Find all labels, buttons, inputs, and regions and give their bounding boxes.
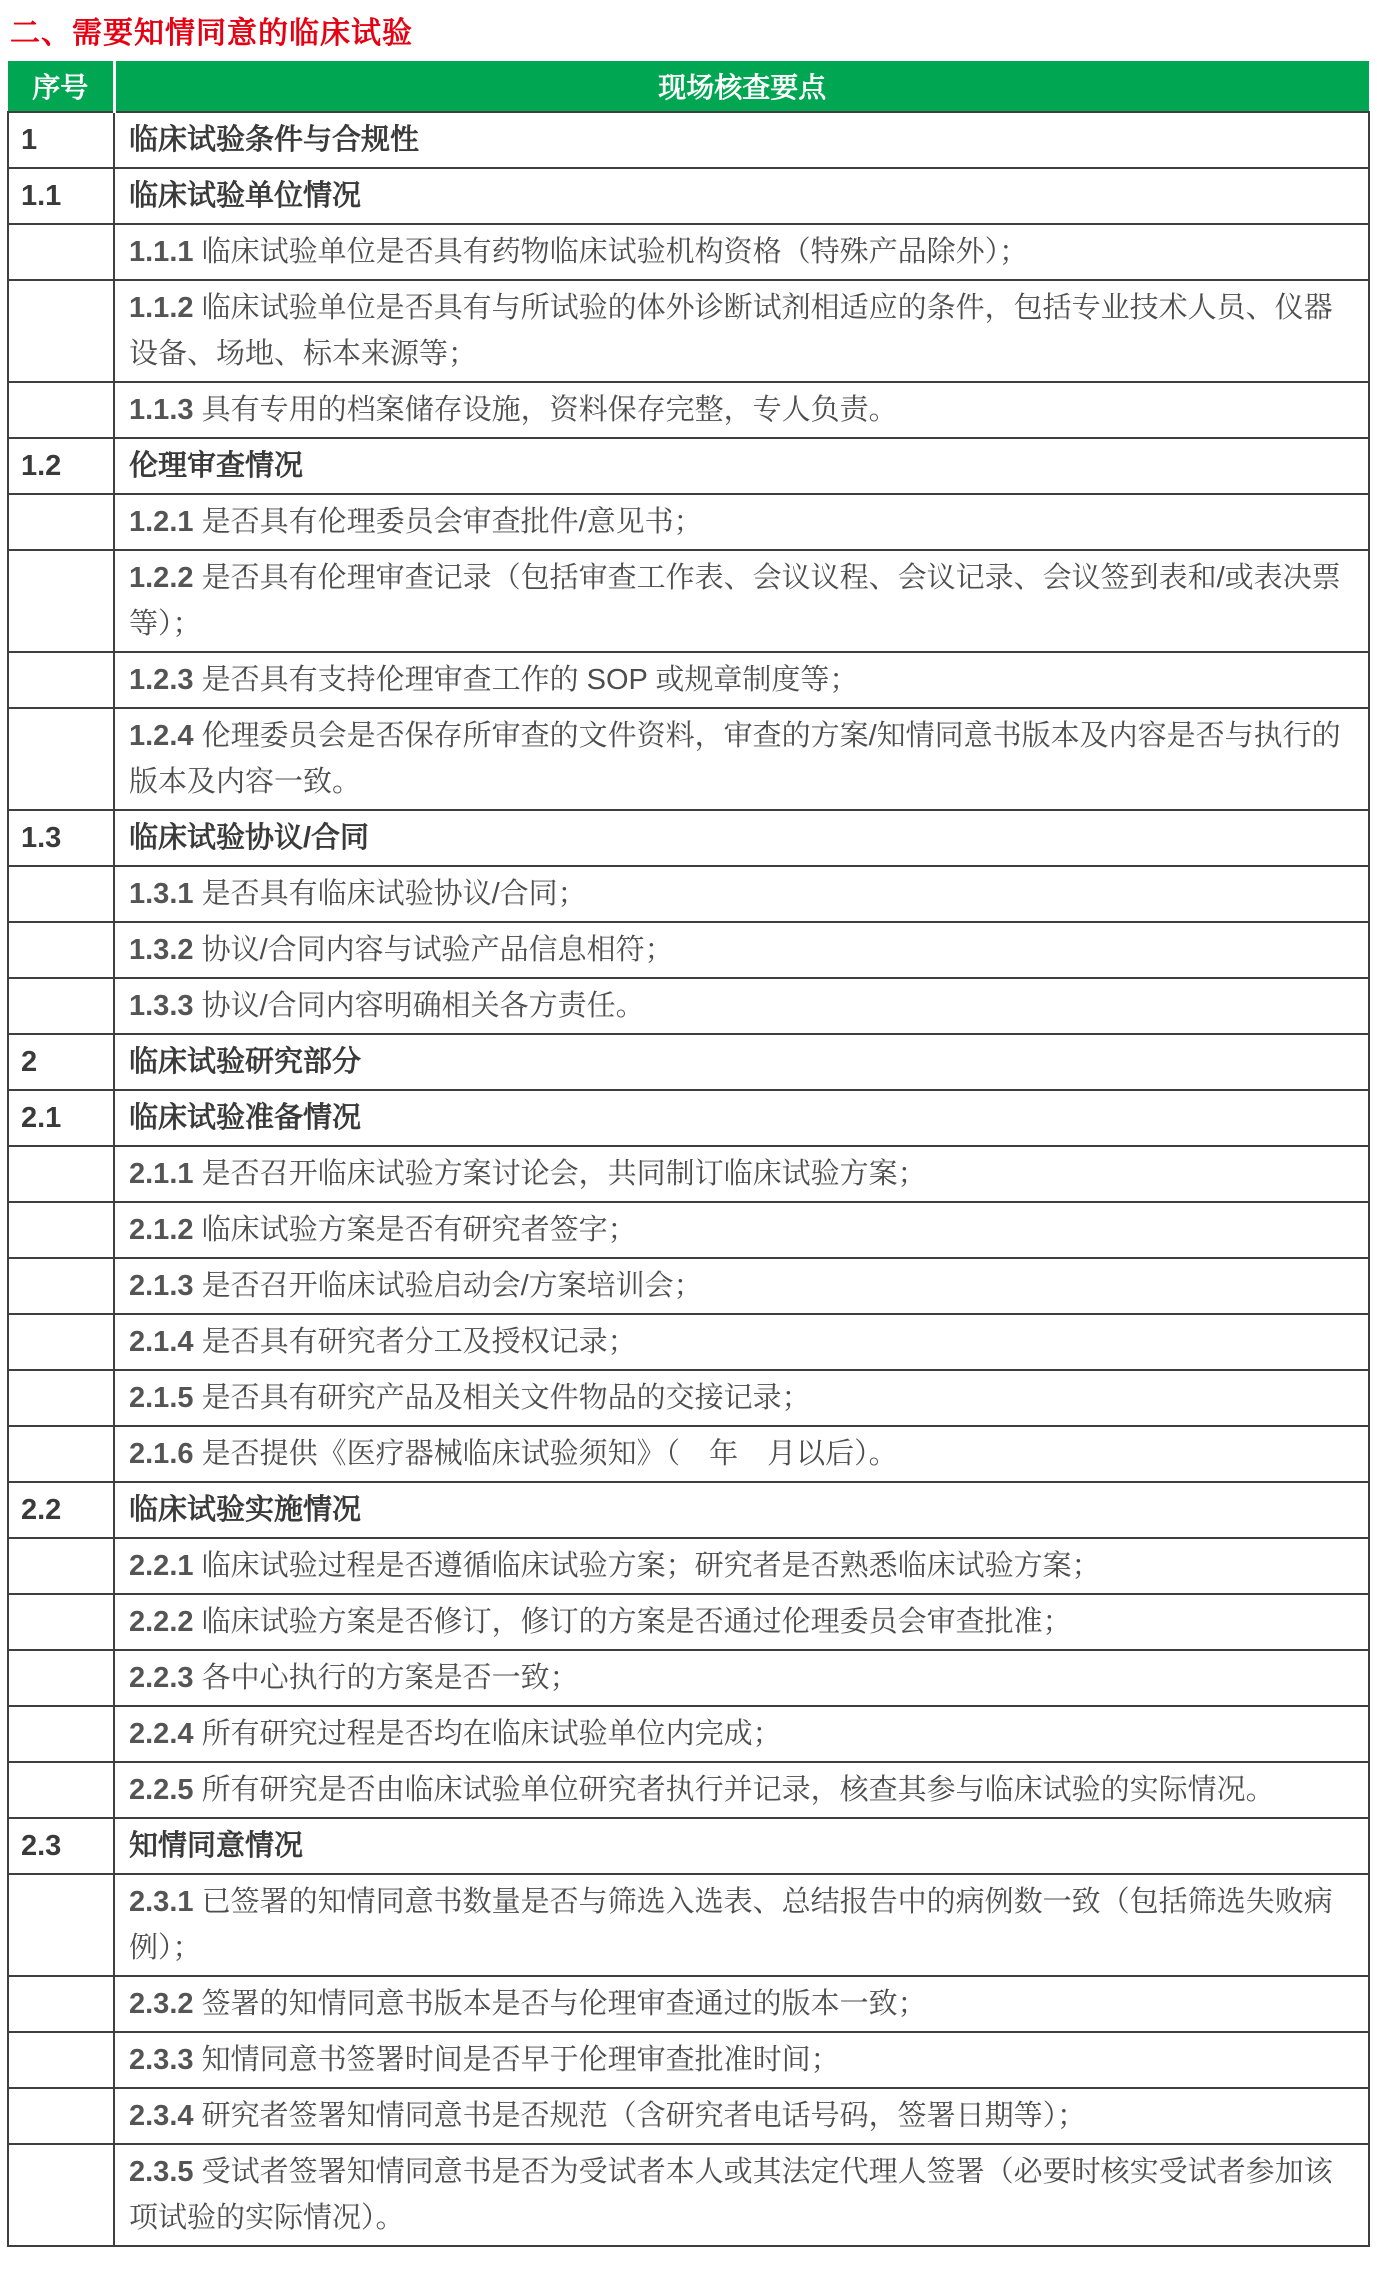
item-number: 1.2.2 <box>129 562 202 594</box>
row-number-cell <box>8 550 114 652</box>
row-number-cell <box>8 652 114 708</box>
column-header-points: 现场核查要点 <box>114 61 1369 112</box>
table-row <box>8 708 1369 810</box>
table-row <box>8 1314 1369 1370</box>
row-text-cell: 2.1.5 是否具有研究产品及相关文件物品的交接记录； <box>114 1370 1369 1426</box>
row-text-cell: 1.2.4 伦理委员会是否保存所审查的文件资料，审查的方案/知情同意书版本及内容是否与执行的版本及内容一致。 <box>114 708 1369 810</box>
table-row <box>8 1202 1369 1258</box>
row-text-cell: 1.2.1 是否具有伦理委员会审查批件/意见书； <box>114 494 1369 550</box>
row-text-cell: 2.1.1 是否召开临床试验方案讨论会，共同制订临床试验方案； <box>114 1146 1369 1202</box>
table-row <box>8 922 1369 978</box>
table-row <box>8 1594 1369 1650</box>
table-row <box>8 550 1369 652</box>
row-text-cell: 2.1.3 是否召开临床试验启动会/方案培训会； <box>114 1258 1369 1314</box>
table-row <box>8 382 1369 438</box>
row-number-cell <box>8 922 114 978</box>
row-number-cell <box>8 866 114 922</box>
table-row <box>8 2088 1369 2144</box>
table-row <box>8 1482 1369 1538</box>
row-text-cell: 1.3.3 协议/合同内容明确相关各方责任。 <box>114 978 1369 1034</box>
table-row <box>8 280 1369 382</box>
item-number: 2.3.3 <box>129 2044 202 2076</box>
item-number: 2.1.2 <box>129 1214 202 1246</box>
row-text-cell: 临床试验准备情况 <box>114 1090 1369 1146</box>
row-number-cell <box>8 2032 114 2088</box>
item-number: 2.2.3 <box>129 1662 202 1694</box>
table-row <box>8 112 1369 168</box>
row-number-cell <box>8 1762 114 1818</box>
row-text-cell: 2.2.3 各中心执行的方案是否一致； <box>114 1650 1369 1706</box>
item-number: 1.1.3 <box>129 394 202 426</box>
row-text-cell: 临床试验协议/合同 <box>114 810 1369 866</box>
row-number-cell <box>8 280 114 382</box>
item-number: 1.3.1 <box>129 878 202 910</box>
row-number-cell <box>8 1594 114 1650</box>
row-number-cell <box>8 1706 114 1762</box>
table-row <box>8 2144 1369 2246</box>
row-number-cell <box>8 1202 114 1258</box>
item-number: 2.2.2 <box>129 1606 202 1638</box>
table-row <box>8 1426 1369 1482</box>
row-text-cell: 2.1.2 临床试验方案是否有研究者签字； <box>114 1202 1369 1258</box>
row-text-cell: 知情同意情况 <box>114 1818 1369 1874</box>
table-row <box>8 1370 1369 1426</box>
row-number-cell: 1.1 <box>8 168 114 224</box>
table-row <box>8 1706 1369 1762</box>
row-number-cell <box>8 382 114 438</box>
table-row <box>8 810 1369 866</box>
item-number: 1.1.2 <box>129 292 202 324</box>
row-text-cell: 2.2.1 临床试验过程是否遵循临床试验方案；研究者是否熟悉临床试验方案； <box>114 1538 1369 1594</box>
table-row <box>8 438 1369 494</box>
checklist-body <box>8 112 1369 2246</box>
row-number-cell: 2.3 <box>8 1818 114 1874</box>
row-text-cell: 1.1.2 临床试验单位是否具有与所试验的体外诊断试剂相适应的条件，包括专业技术人员、仪器设备、场地、标本来源等； <box>114 280 1369 382</box>
row-text-cell: 2.1.4 是否具有研究者分工及授权记录； <box>114 1314 1369 1370</box>
item-number: 2.3.1 <box>129 1886 202 1918</box>
row-text-cell: 2.2.5 所有研究是否由临床试验单位研究者执行并记录，核查其参与临床试验的实际情况。 <box>114 1762 1369 1818</box>
row-text-cell: 2.3.1 已签署的知情同意书数量是否与筛选入选表、总结报告中的病例数一致（包括筛选失败病例）； <box>114 1874 1369 1976</box>
table-row <box>8 224 1369 280</box>
row-number-cell: 2.2 <box>8 1482 114 1538</box>
row-number-cell <box>8 2088 114 2144</box>
item-number: 1.3.3 <box>129 990 202 1022</box>
row-number-cell <box>8 1538 114 1594</box>
item-number: 2.2.1 <box>129 1550 202 1582</box>
row-text-cell: 1.2.2 是否具有伦理审查记录（包括审查工作表、会议议程、会议记录、会议签到表和/或表决票等）； <box>114 550 1369 652</box>
row-number-cell <box>8 1258 114 1314</box>
item-number: 1.1.1 <box>129 236 202 268</box>
inspection-checklist-table <box>7 61 1370 2247</box>
table-row <box>8 1818 1369 1874</box>
row-text-cell: 2.3.5 受试者签署知情同意书是否为受试者本人或其法定代理人签署（必要时核实受试者参加该项试验的实际情况）。 <box>114 2144 1369 2246</box>
table-row <box>8 168 1369 224</box>
item-number: 1.2.4 <box>129 720 202 752</box>
row-number-cell: 2.1 <box>8 1090 114 1146</box>
table-row <box>8 1090 1369 1146</box>
row-number-cell <box>8 1976 114 2032</box>
row-text-cell: 临床试验实施情况 <box>114 1482 1369 1538</box>
table-row <box>8 494 1369 550</box>
table-row <box>8 1034 1369 1090</box>
table-row <box>8 1258 1369 1314</box>
item-number: 2.1.5 <box>129 1382 202 1414</box>
item-number: 2.3.2 <box>129 1988 202 2020</box>
item-number: 2.1.6 <box>129 1438 202 1470</box>
table-row <box>8 1650 1369 1706</box>
row-text-cell: 临床试验条件与合规性 <box>114 112 1369 168</box>
row-number-cell <box>8 1874 114 1976</box>
row-text-cell: 1.3.2 协议/合同内容与试验产品信息相符； <box>114 922 1369 978</box>
row-number-cell <box>8 1314 114 1370</box>
row-text-cell: 1.2.3 是否具有支持伦理审查工作的 SOP 或规章制度等； <box>114 652 1369 708</box>
row-number-cell: 1.3 <box>8 810 114 866</box>
row-number-cell <box>8 1146 114 1202</box>
row-number-cell <box>8 1426 114 1482</box>
row-number-cell <box>8 1370 114 1426</box>
row-text-cell: 临床试验单位情况 <box>114 168 1369 224</box>
item-number: 2.2.5 <box>129 1774 202 1806</box>
row-text-cell: 临床试验研究部分 <box>114 1034 1369 1090</box>
row-number-cell <box>8 708 114 810</box>
row-text-cell: 伦理审查情况 <box>114 438 1369 494</box>
column-header-number: 序号 <box>8 61 114 112</box>
page-title: 二、需要知情同意的临床试验 <box>10 17 413 50</box>
row-text-cell: 2.3.3 知情同意书签署时间是否早于伦理审查批准时间； <box>114 2032 1369 2088</box>
row-number-cell: 1.2 <box>8 438 114 494</box>
row-number-cell <box>8 224 114 280</box>
table-header <box>8 61 1369 112</box>
row-number-cell <box>8 1650 114 1706</box>
table-row <box>8 1874 1369 1976</box>
row-text-cell: 1.1.1 临床试验单位是否具有药物临床试验机构资格（特殊产品除外）； <box>114 224 1369 280</box>
row-text-cell: 2.3.4 研究者签署知情同意书是否规范（含研究者电话号码，签署日期等）； <box>114 2088 1369 2144</box>
row-number-cell <box>8 978 114 1034</box>
table-row <box>8 1538 1369 1594</box>
row-text-cell: 2.3.2 签署的知情同意书版本是否与伦理审查通过的版本一致； <box>114 1976 1369 2032</box>
row-text-cell: 1.1.3 具有专用的档案储存设施，资料保存完整，专人负责。 <box>114 382 1369 438</box>
item-number: 2.2.4 <box>129 1718 202 1750</box>
table-row <box>8 1762 1369 1818</box>
item-number: 1.3.2 <box>129 934 202 966</box>
item-number: 1.2.3 <box>129 664 202 696</box>
item-number: 2.3.5 <box>129 2156 202 2188</box>
table-row <box>8 866 1369 922</box>
table-row <box>8 1146 1369 1202</box>
table-row <box>8 1976 1369 2032</box>
table-row <box>8 978 1369 1034</box>
item-number: 2.1.3 <box>129 1270 202 1302</box>
table-row <box>8 2032 1369 2088</box>
table-row <box>8 652 1369 708</box>
row-number-cell <box>8 2144 114 2246</box>
row-text-cell: 2.1.6 是否提供《医疗器械临床试验须知》（ 年 月以后）。 <box>114 1426 1369 1482</box>
item-number: 1.2.1 <box>129 506 202 538</box>
row-text-cell: 2.2.4 所有研究过程是否均在临床试验单位内完成； <box>114 1706 1369 1762</box>
row-number-cell: 2 <box>8 1034 114 1090</box>
item-number: 2.1.4 <box>129 1326 202 1358</box>
row-number-cell <box>8 494 114 550</box>
row-text-cell: 1.3.1 是否具有临床试验协议/合同； <box>114 866 1369 922</box>
row-text-cell: 2.2.2 临床试验方案是否修订，修订的方案是否通过伦理委员会审查批准； <box>114 1594 1369 1650</box>
item-number: 2.1.1 <box>129 1158 202 1190</box>
item-number: 2.3.4 <box>129 2100 202 2132</box>
row-number-cell: 1 <box>8 112 114 168</box>
